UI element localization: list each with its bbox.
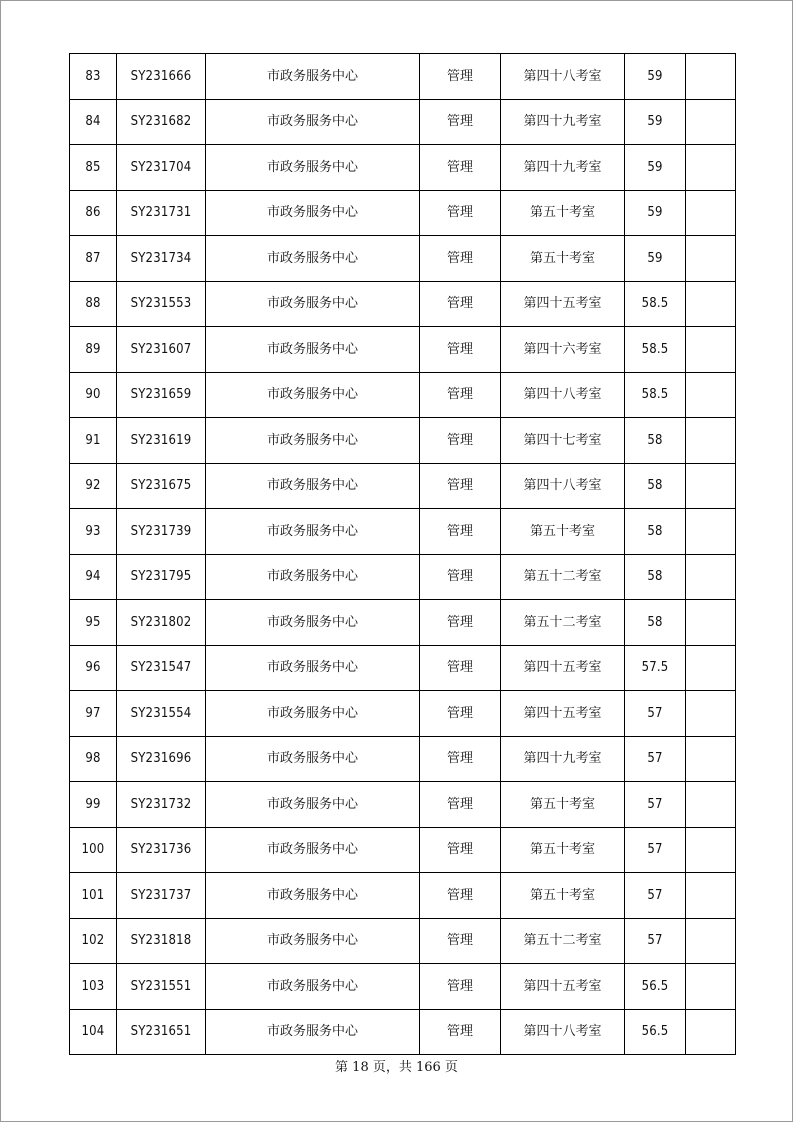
category-cell: 管理 [420, 99, 501, 145]
remark-cell [686, 1009, 736, 1055]
row-number-cell: 93 [70, 509, 117, 555]
category-cell: 管理 [420, 1009, 501, 1055]
row-number-cell: 86 [70, 190, 117, 236]
exam-id-cell: SY231732 [117, 782, 206, 828]
unit-cell: 市政务服务中心 [206, 54, 420, 100]
row-number-cell: 102 [70, 918, 117, 964]
unit-cell: 市政务服务中心 [206, 236, 420, 282]
exam-id-cell: SY231696 [117, 736, 206, 782]
remark-cell [686, 418, 736, 464]
table-row [70, 554, 736, 600]
row-number-cell: 101 [70, 873, 117, 919]
exam-room-cell: 第四十七考室 [501, 418, 625, 464]
row-number-cell: 100 [70, 827, 117, 873]
remark-cell [686, 372, 736, 418]
row-number-cell: 85 [70, 145, 117, 191]
exam-id-cell: SY231795 [117, 554, 206, 600]
remark-cell [686, 873, 736, 919]
unit-cell: 市政务服务中心 [206, 463, 420, 509]
row-number-cell: 97 [70, 691, 117, 737]
score-cell: 58.5 [625, 327, 686, 373]
score-cell: 57.5 [625, 645, 686, 691]
remark-cell [686, 509, 736, 555]
score-cell: 58.5 [625, 372, 686, 418]
exam-room-cell: 第四十九考室 [501, 99, 625, 145]
category-cell: 管理 [420, 236, 501, 282]
table-row [70, 691, 736, 737]
exam-room-cell: 第四十五考室 [501, 964, 625, 1010]
remark-cell [686, 145, 736, 191]
exam-room-cell: 第四十五考室 [501, 281, 625, 327]
exam-room-cell: 第五十考室 [501, 873, 625, 919]
table-row [70, 190, 736, 236]
exam-id-cell: SY231547 [117, 645, 206, 691]
table-row [70, 463, 736, 509]
row-number-cell: 95 [70, 600, 117, 646]
remark-cell [686, 691, 736, 737]
category-cell: 管理 [420, 782, 501, 828]
remark-cell [686, 782, 736, 828]
score-cell: 59 [625, 145, 686, 191]
exam-room-cell: 第五十二考室 [501, 918, 625, 964]
exam-room-cell: 第五十考室 [501, 782, 625, 828]
score-cell: 59 [625, 190, 686, 236]
exam-room-cell: 第四十五考室 [501, 691, 625, 737]
exam-id-cell: SY231739 [117, 509, 206, 555]
score-cell: 57 [625, 782, 686, 828]
category-cell: 管理 [420, 372, 501, 418]
exam-room-cell: 第五十考室 [501, 190, 625, 236]
row-number-cell: 92 [70, 463, 117, 509]
exam-id-cell: SY231659 [117, 372, 206, 418]
table-row [70, 827, 736, 873]
exam-id-cell: SY231737 [117, 873, 206, 919]
score-cell: 57 [625, 827, 686, 873]
unit-cell: 市政务服务中心 [206, 782, 420, 828]
remark-cell [686, 554, 736, 600]
row-number-cell: 87 [70, 236, 117, 282]
table-row [70, 736, 736, 782]
category-cell: 管理 [420, 736, 501, 782]
exam-room-cell: 第四十九考室 [501, 736, 625, 782]
row-number-cell: 90 [70, 372, 117, 418]
exam-id-cell: SY231651 [117, 1009, 206, 1055]
exam-room-cell: 第四十八考室 [501, 463, 625, 509]
score-cell: 57 [625, 691, 686, 737]
category-cell: 管理 [420, 554, 501, 600]
remark-cell [686, 918, 736, 964]
row-number-cell: 91 [70, 418, 117, 464]
exam-id-cell: SY231551 [117, 964, 206, 1010]
score-cell: 59 [625, 54, 686, 100]
exam-room-cell: 第四十九考室 [501, 145, 625, 191]
table-row [70, 918, 736, 964]
remark-cell [686, 327, 736, 373]
table-row [70, 600, 736, 646]
score-cell: 58 [625, 418, 686, 464]
category-cell: 管理 [420, 691, 501, 737]
exam-id-cell: SY231802 [117, 600, 206, 646]
category-cell: 管理 [420, 509, 501, 555]
exam-room-cell: 第五十二考室 [501, 554, 625, 600]
table-row [70, 964, 736, 1010]
category-cell: 管理 [420, 918, 501, 964]
unit-cell: 市政务服务中心 [206, 418, 420, 464]
exam-room-cell: 第五十二考室 [501, 600, 625, 646]
table-row [70, 54, 736, 100]
exam-id-cell: SY231675 [117, 463, 206, 509]
exam-room-cell: 第五十考室 [501, 509, 625, 555]
category-cell: 管理 [420, 145, 501, 191]
row-number-cell: 88 [70, 281, 117, 327]
row-number-cell: 98 [70, 736, 117, 782]
table-row [70, 509, 736, 555]
unit-cell: 市政务服务中心 [206, 554, 420, 600]
exam-room-cell: 第五十考室 [501, 827, 625, 873]
category-cell: 管理 [420, 964, 501, 1010]
category-cell: 管理 [420, 827, 501, 873]
table-row [70, 1009, 736, 1055]
category-cell: 管理 [420, 600, 501, 646]
unit-cell: 市政务服务中心 [206, 964, 420, 1010]
score-cell: 56.5 [625, 1009, 686, 1055]
row-number-cell: 103 [70, 964, 117, 1010]
exam-id-cell: SY231731 [117, 190, 206, 236]
exam-id-cell: SY231619 [117, 418, 206, 464]
remark-cell [686, 236, 736, 282]
remark-cell [686, 281, 736, 327]
row-number-cell: 94 [70, 554, 117, 600]
score-cell: 56.5 [625, 964, 686, 1010]
score-cell: 57 [625, 873, 686, 919]
unit-cell: 市政务服务中心 [206, 190, 420, 236]
exam-id-cell: SY231553 [117, 281, 206, 327]
table-body [70, 54, 736, 1055]
remark-cell [686, 463, 736, 509]
unit-cell: 市政务服务中心 [206, 600, 420, 646]
unit-cell: 市政务服务中心 [206, 99, 420, 145]
page-footer: 第 18 页，共 166 页 [335, 1060, 458, 1075]
row-number-cell: 84 [70, 99, 117, 145]
row-number-cell: 96 [70, 645, 117, 691]
category-cell: 管理 [420, 873, 501, 919]
unit-cell: 市政务服务中心 [206, 736, 420, 782]
row-number-cell: 104 [70, 1009, 117, 1055]
exam-id-cell: SY231607 [117, 327, 206, 373]
category-cell: 管理 [420, 281, 501, 327]
score-cell: 58.5 [625, 281, 686, 327]
unit-cell: 市政务服务中心 [206, 918, 420, 964]
unit-cell: 市政务服务中心 [206, 691, 420, 737]
score-cell: 58 [625, 509, 686, 555]
remark-cell [686, 190, 736, 236]
remark-cell [686, 736, 736, 782]
score-cell: 58 [625, 600, 686, 646]
table-row [70, 873, 736, 919]
score-table [69, 53, 736, 1055]
table-row [70, 145, 736, 191]
exam-id-cell: SY231666 [117, 54, 206, 100]
exam-room-cell: 第四十五考室 [501, 645, 625, 691]
exam-id-cell: SY231554 [117, 691, 206, 737]
score-cell: 59 [625, 99, 686, 145]
exam-id-cell: SY231818 [117, 918, 206, 964]
table-row [70, 782, 736, 828]
table-row [70, 281, 736, 327]
unit-cell: 市政务服务中心 [206, 281, 420, 327]
exam-room-cell: 第四十八考室 [501, 372, 625, 418]
unit-cell: 市政务服务中心 [206, 645, 420, 691]
category-cell: 管理 [420, 418, 501, 464]
table-row [70, 236, 736, 282]
exam-id-cell: SY231704 [117, 145, 206, 191]
remark-cell [686, 645, 736, 691]
remark-cell [686, 827, 736, 873]
remark-cell [686, 964, 736, 1010]
row-number-cell: 83 [70, 54, 117, 100]
exam-room-cell: 第四十八考室 [501, 1009, 625, 1055]
score-cell: 57 [625, 736, 686, 782]
unit-cell: 市政务服务中心 [206, 827, 420, 873]
table-row [70, 99, 736, 145]
category-cell: 管理 [420, 54, 501, 100]
exam-id-cell: SY231736 [117, 827, 206, 873]
remark-cell [686, 600, 736, 646]
score-cell: 58 [625, 463, 686, 509]
score-cell: 58 [625, 554, 686, 600]
score-cell: 59 [625, 236, 686, 282]
unit-cell: 市政务服务中心 [206, 372, 420, 418]
table-row [70, 327, 736, 373]
row-number-cell: 99 [70, 782, 117, 828]
exam-id-cell: SY231734 [117, 236, 206, 282]
table-row [70, 645, 736, 691]
remark-cell [686, 99, 736, 145]
exam-room-cell: 第五十考室 [501, 236, 625, 282]
score-cell: 57 [625, 918, 686, 964]
exam-id-cell: SY231682 [117, 99, 206, 145]
category-cell: 管理 [420, 645, 501, 691]
table-row [70, 372, 736, 418]
category-cell: 管理 [420, 327, 501, 373]
unit-cell: 市政务服务中心 [206, 145, 420, 191]
category-cell: 管理 [420, 190, 501, 236]
exam-room-cell: 第四十六考室 [501, 327, 625, 373]
unit-cell: 市政务服务中心 [206, 509, 420, 555]
unit-cell: 市政务服务中心 [206, 327, 420, 373]
category-cell: 管理 [420, 463, 501, 509]
exam-room-cell: 第四十八考室 [501, 54, 625, 100]
remark-cell [686, 54, 736, 100]
unit-cell: 市政务服务中心 [206, 873, 420, 919]
unit-cell: 市政务服务中心 [206, 1009, 420, 1055]
table-row [70, 418, 736, 464]
row-number-cell: 89 [70, 327, 117, 373]
